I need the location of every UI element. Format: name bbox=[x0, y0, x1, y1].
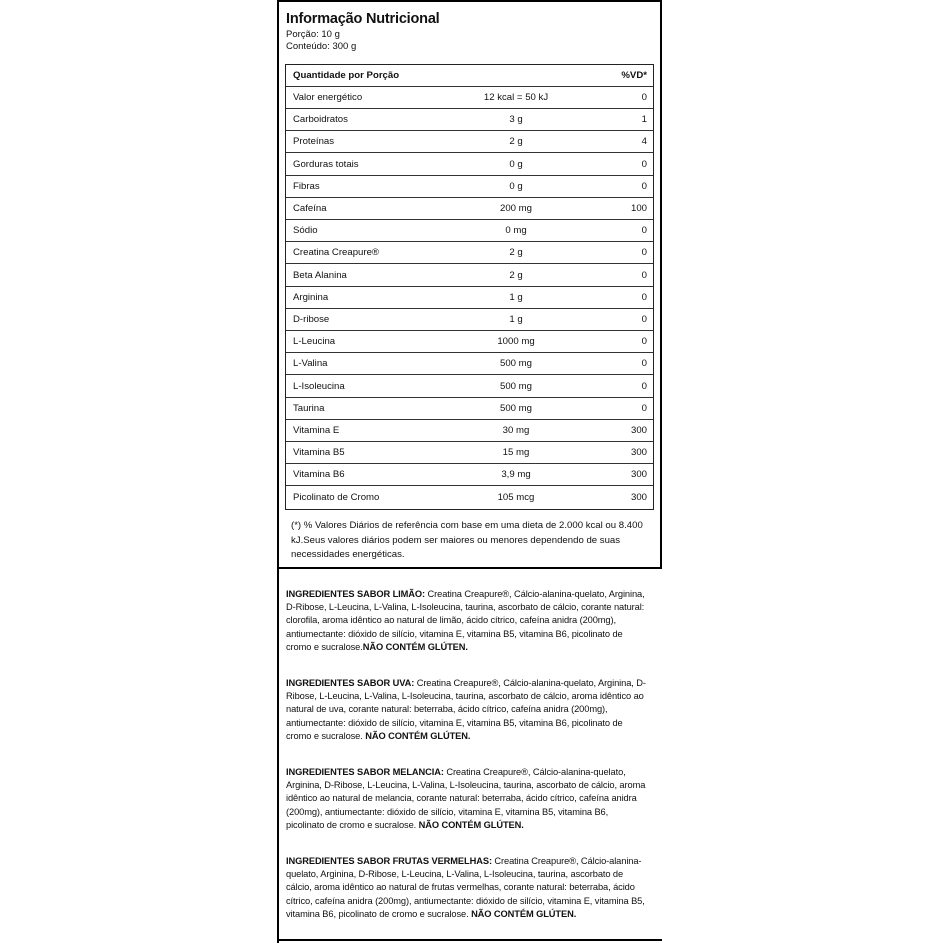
nutrient-vd: 4 bbox=[641, 136, 647, 148]
table-row bbox=[286, 353, 653, 375]
nutrient-amount: 105 mcg bbox=[497, 491, 535, 503]
table-row bbox=[286, 265, 653, 287]
ingredients-text: Creatina Creapure®, Cálcio-alanina-quelato, Arginina, D-Ribose, L-Leucina, L-Valina, L-Isoleucina, taurina, ascorbato de cálcio, aroma idêntico ao natural de frutas vermelhas, corante natural: beterraba, ácido cítrico, cafeína anidra (200mg), antiumectante: dióxido de silício, vitamina E, vitamina B5, vitamina B6, picolinato de cromo e sucralose. bbox=[286, 856, 645, 919]
nutrient-name: D-ribose bbox=[293, 314, 330, 325]
nutrient-name: Sódio bbox=[293, 225, 318, 237]
ingredients-label: INGREDIENTES SABOR FRUTAS VERMELHAS: bbox=[286, 856, 492, 866]
ingredients-label: INGREDIENTES SABOR UVA: bbox=[286, 678, 415, 688]
left-border bbox=[277, 0, 279, 943]
table-row bbox=[286, 376, 653, 398]
ingredients-frutas-vermelhas bbox=[286, 855, 648, 921]
column-header-vd: %VD* bbox=[621, 70, 647, 81]
nutrient-amount: 1000 mg bbox=[497, 336, 535, 348]
portion-text: Porção: 10 g bbox=[286, 29, 340, 40]
nutrient-vd: 0 bbox=[641, 358, 647, 370]
ingredients-label: INGREDIENTES SABOR LIMÃO: bbox=[286, 589, 426, 599]
nutrient-amount: 15 mg bbox=[502, 447, 530, 459]
table-row bbox=[286, 242, 653, 264]
nutrient-amount: 0 g bbox=[509, 158, 523, 170]
ingredients-label: INGREDIENTES SABOR MELANCIA: bbox=[286, 767, 444, 777]
table-row bbox=[286, 420, 653, 442]
table-row bbox=[286, 154, 653, 176]
nutrient-name: Fibras bbox=[293, 180, 320, 192]
table-header-row bbox=[286, 65, 653, 87]
nutrient-name: L-Isoleucina bbox=[293, 380, 345, 392]
top-border bbox=[277, 0, 662, 2]
nutrient-vd: 0 bbox=[641, 402, 647, 414]
table-row bbox=[286, 131, 653, 153]
nutrient-amount: 500 mg bbox=[500, 358, 532, 370]
nutrient-vd: 0 bbox=[641, 225, 647, 237]
nutrient-name: Picolinato de Cromo bbox=[293, 491, 380, 503]
nutrient-name: Vitamina E bbox=[293, 425, 340, 436]
gluten-warning: NÃO CONTÉM GLÚTEN. bbox=[418, 819, 524, 830]
nutrient-amount: 2 g bbox=[509, 269, 523, 281]
ingredients-text: Creatina Creapure®, Cálcio-alanina-quelato, Arginina, D-Ribose, L-Leucina, L-Valina, L-Isoleucina, taurina, ascorbato de cálcio, aroma idêntico ao natural de uva, corante natural: beterraba, ácido cítrico, cafeína anidra (200mg), antiumectante: dióxido de silício, vitamina E, vitamina B5, vitamina B6, picolinato de cromo e sucralose. bbox=[286, 678, 646, 741]
nutrient-name: Vitamina B5 bbox=[293, 447, 345, 459]
table-row bbox=[286, 331, 653, 353]
gluten-warning: NÃO CONTÉM GLÚTEN. bbox=[362, 641, 468, 652]
gluten-warning: NÃO CONTÉM GLÚTEN. bbox=[365, 730, 471, 741]
ingredients-text: Creatina Creapure®, Cálcio-alanina-quelato, Arginina, D-Ribose, L-Leucina, L-Valina, L-Isoleucina, taurina, ascorbato de cálcio, aroma idêntico ao natural de melancia, corante natural: beterraba, ácido cítrico, cafeína anidra (200mg), antiumectante: dióxido de silício, vitamina E, vitamina B5, vitamina B6, picolinato de cromo e sucralose. bbox=[286, 767, 646, 830]
nutrient-amount: 500 mg bbox=[500, 402, 532, 414]
nutrient-amount: 3 g bbox=[509, 114, 523, 126]
ingredients-uva bbox=[286, 677, 648, 743]
nutrient-amount: 12 kcal = 50 kJ bbox=[483, 92, 549, 103]
table-row bbox=[286, 198, 653, 220]
nutrient-vd: 0 bbox=[641, 92, 647, 103]
nutrient-amount: 200 mg bbox=[500, 203, 532, 214]
right-border bbox=[660, 0, 662, 568]
gluten-warning: NÃO CONTÉM GLÚTEN. bbox=[471, 908, 577, 919]
nutrient-name: Arginina bbox=[293, 291, 329, 303]
nutrient-name: Proteínas bbox=[293, 136, 335, 148]
nutrient-name: L-Valina bbox=[293, 358, 328, 370]
table-row bbox=[286, 176, 653, 198]
table-row bbox=[286, 464, 653, 486]
nutrient-vd: 0 bbox=[641, 180, 647, 192]
nutrient-vd: 0 bbox=[641, 291, 647, 303]
column-header-quantity: Quantidade por Porção bbox=[293, 70, 400, 81]
nutrient-amount: 1 g bbox=[509, 291, 523, 303]
table-row bbox=[286, 487, 653, 509]
nutrient-amount: 30 mg bbox=[502, 425, 530, 436]
ingredients-melancia bbox=[286, 766, 648, 832]
nutrient-vd: 0 bbox=[641, 158, 647, 170]
nutrient-vd: 300 bbox=[630, 447, 647, 459]
section-divider bbox=[277, 567, 662, 569]
nutrition-table bbox=[285, 64, 654, 510]
nutrient-amount: 0 g bbox=[509, 180, 523, 192]
nutrient-amount: 0 mg bbox=[505, 225, 527, 237]
nutrient-vd: 300 bbox=[630, 491, 647, 503]
nutrient-vd: 0 bbox=[641, 336, 647, 348]
table-row bbox=[286, 398, 653, 420]
nutrient-vd: 300 bbox=[630, 469, 647, 481]
nutrient-vd: 0 bbox=[641, 380, 647, 392]
nutrient-vd: 1 bbox=[641, 114, 647, 126]
nutrient-amount: 3,9 mg bbox=[501, 469, 531, 481]
table-row bbox=[286, 442, 653, 464]
nutrient-name: Creatina Creapure® bbox=[293, 247, 379, 259]
nutrient-amount: 500 mg bbox=[500, 380, 532, 392]
nutrient-name: L-Leucina bbox=[293, 336, 336, 348]
nutrient-name: Vitamina B6 bbox=[293, 469, 345, 481]
nutrient-amount: 2 g bbox=[509, 136, 523, 148]
table-row bbox=[286, 220, 653, 242]
label-title: Informação Nutricional bbox=[286, 11, 440, 27]
nutrient-vd: 0 bbox=[641, 314, 647, 325]
table-row bbox=[286, 309, 653, 331]
nutrient-name: Valor energético bbox=[293, 92, 363, 103]
nutrient-vd: 0 bbox=[641, 269, 647, 281]
ingredients-text: Creatina Creapure®, Cálcio-alanina-quelato, Arginina, D-Ribose, L-Leucina, L-Valina, L-Isoleucina, taurina, ascorbato de cálcio, corante natural: clorofila, aroma idêntico ao natural de limão, ácido cítrico, cafeína anidra (200mg), antiumectante: dióxido de silício, vitamina E, vitamina B5, vitamina B6, picolinato de cromo e sucralose. bbox=[286, 589, 645, 652]
nutrient-name: Taurina bbox=[293, 402, 325, 414]
bottom-border bbox=[277, 939, 662, 941]
ingredients-limao bbox=[286, 588, 648, 654]
nutrition-label bbox=[277, 0, 662, 943]
content-text: Conteúdo: 300 g bbox=[286, 41, 357, 52]
footnote: (*) % Valores Diários de referência com base em uma dieta de 2.000 kcal ou 8.400 kJ.Seus valores diários podem ser maiores ou menores dependendo de suas necessidades energéticas. bbox=[291, 520, 643, 560]
table-row bbox=[286, 287, 653, 309]
nutrient-name: Cafeína bbox=[293, 203, 327, 214]
nutrient-name: Gorduras totais bbox=[293, 158, 359, 170]
nutrient-amount: 2 g bbox=[509, 247, 523, 259]
nutrient-vd: 0 bbox=[641, 247, 647, 259]
nutrient-name: Carboidratos bbox=[293, 114, 348, 126]
nutrient-vd: 300 bbox=[630, 425, 647, 436]
nutrient-name: Beta Alanina bbox=[293, 269, 347, 281]
nutrient-vd: 100 bbox=[630, 203, 647, 214]
table-row bbox=[286, 109, 653, 131]
table-row bbox=[286, 87, 653, 109]
nutrient-amount: 1 g bbox=[509, 314, 523, 325]
